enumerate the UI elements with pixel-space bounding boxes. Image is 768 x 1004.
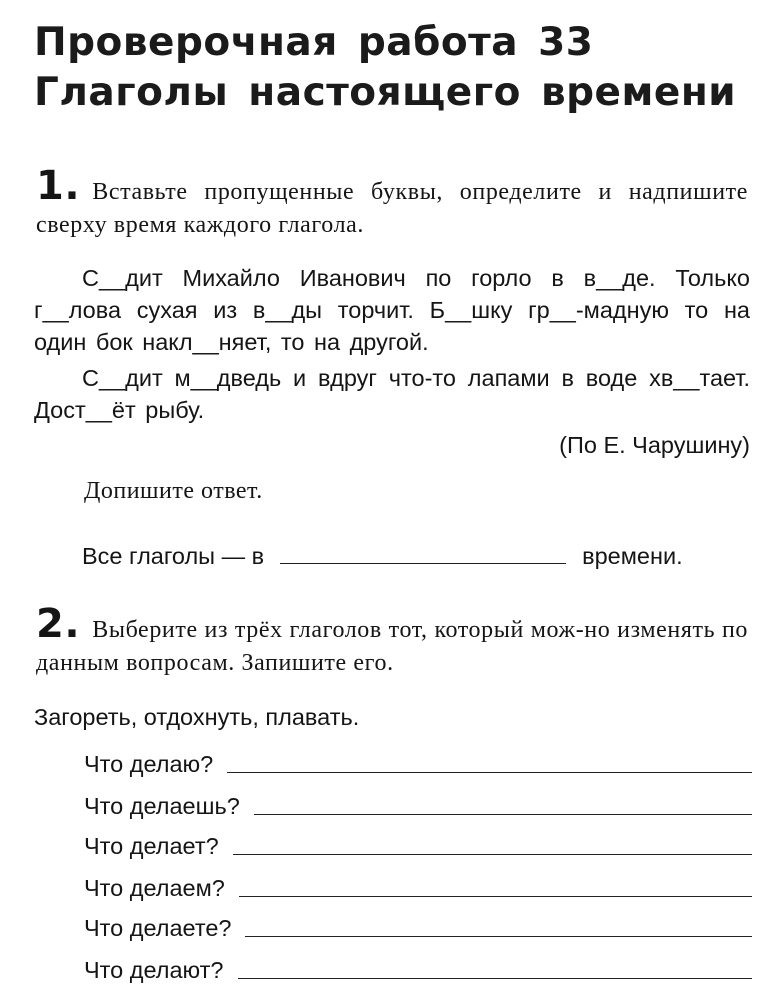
answer-after: времени. bbox=[582, 543, 683, 569]
title-line-2: Глаголы настоящего времени bbox=[34, 70, 737, 115]
question-row bbox=[84, 786, 752, 820]
title-line-1: Проверочная работа 33 bbox=[34, 20, 594, 65]
answer-line[interactable] bbox=[233, 854, 752, 855]
page-title bbox=[34, 18, 736, 118]
task-2-number: 2. bbox=[36, 601, 81, 647]
task-1-paragraph-1: С__дит Михайло Иванович по горло в в__де. Только г__лова сухая из в__ды торчит. Б__шку гр__-мадную то на один бок накл__няет, то на другой. bbox=[34, 265, 750, 355]
question-row bbox=[84, 744, 752, 778]
answer-line[interactable] bbox=[239, 896, 752, 897]
task-1-number: 1. bbox=[36, 163, 81, 209]
answer-blank[interactable] bbox=[280, 562, 566, 564]
answer-line[interactable] bbox=[227, 772, 752, 773]
question-label: Что делаем? bbox=[84, 875, 225, 901]
question-label: Что делаешь? bbox=[84, 793, 240, 819]
task-2-instruction bbox=[36, 601, 748, 680]
answer-prompt: Допишите ответ. bbox=[84, 478, 263, 504]
question-row bbox=[84, 908, 752, 942]
answer-before: Все глаголы — в bbox=[82, 543, 265, 569]
answer-line[interactable] bbox=[238, 978, 753, 979]
answer-line[interactable] bbox=[254, 814, 752, 815]
task-2-instruction-text: Выберите из трёх глаголов тот, который мож-но изменять по данным вопросам. Запишите его. bbox=[36, 617, 748, 676]
question-row bbox=[84, 826, 752, 860]
answer-row bbox=[82, 538, 750, 570]
verb-list: Загореть, отдохнуть, плавать. bbox=[34, 704, 360, 730]
question-label: Что делают? bbox=[84, 957, 224, 983]
text-source: (По Е. Чарушину) bbox=[559, 432, 750, 458]
task-1-instruction-text: Вставьте пропущенные буквы, определите и надпишите сверху время каждого глагола. bbox=[36, 179, 748, 238]
answer-line[interactable] bbox=[245, 936, 752, 937]
question-label: Что делает? bbox=[84, 833, 219, 859]
question-row bbox=[84, 868, 752, 902]
question-row bbox=[84, 950, 752, 984]
question-label: Что делаю? bbox=[84, 751, 214, 777]
task-1-paragraph-2: С__дит м__дведь и вдруг что-то лапами в воде хв__тает. Дост__ёт рыбу. bbox=[34, 365, 750, 423]
task-1-instruction bbox=[36, 163, 748, 242]
question-label: Что делаете? bbox=[84, 915, 232, 941]
